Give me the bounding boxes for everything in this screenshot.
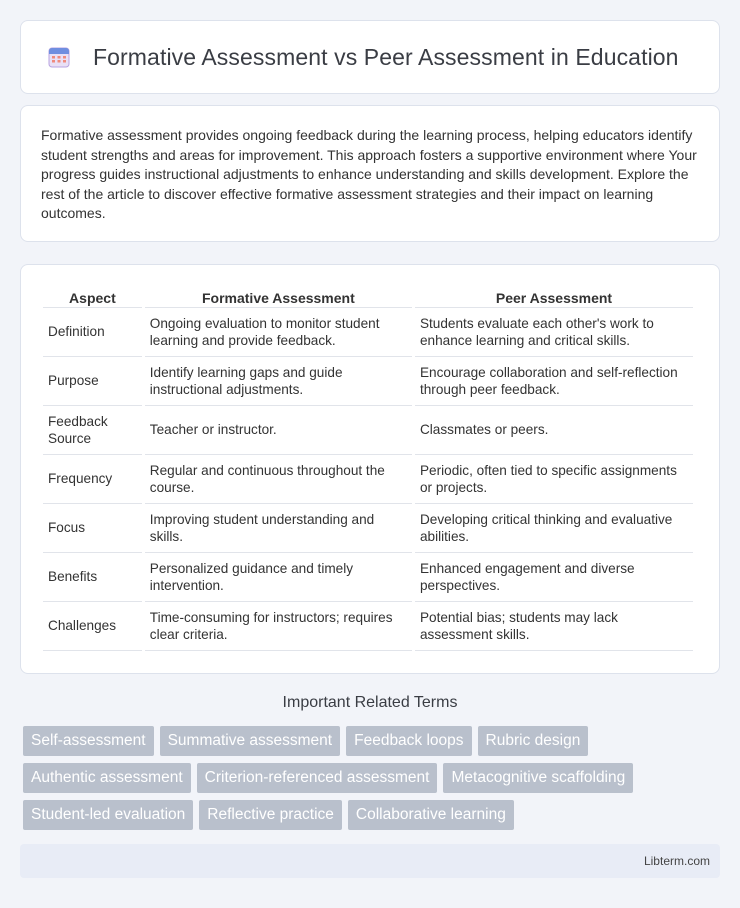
intro-text: Formative assessment provides ongoing feedback during the learning process, helping educators identify student strengths and areas for improvement. This approach fosters a supportive environment where Your progress guides instructional adjustments to enhance understanding and skills development. Explore the rest of the article to discover effective formative assessment strategies and their impact on learning outcomes.: [41, 127, 697, 222]
table-cell: Benefits: [43, 553, 142, 602]
table-cell: Regular and continuous throughout the course.: [145, 455, 412, 504]
table-cell: Teacher or instructor.: [145, 406, 412, 455]
table-cell: Time-consuming for instructors; requires clear criteria.: [145, 602, 412, 651]
intro-section: [20, 105, 720, 242]
related-term-tag[interactable]: Collaborative learning: [348, 800, 514, 830]
table-row: [43, 455, 693, 504]
related-term-tag[interactable]: Metacognitive scaffolding: [443, 763, 633, 793]
calendar-icon: [47, 45, 71, 69]
footer-brand-link[interactable]: Libterm.com: [643, 854, 710, 868]
table-cell: Feedback Source: [43, 406, 142, 455]
table-cell: Personalized guidance and timely intervention.: [145, 553, 412, 602]
related-term-tag[interactable]: Reflective practice: [199, 800, 342, 830]
comparison-table-card: [20, 264, 720, 674]
table-cell: Enhanced engagement and diverse perspectives.: [415, 553, 693, 602]
tag-row: [23, 800, 723, 830]
column-header: Peer Assessment: [415, 283, 693, 308]
table-cell: Improving student understanding and skills.: [145, 504, 412, 553]
table-cell: Developing critical thinking and evaluative abilities.: [415, 504, 693, 553]
table-cell: Focus: [43, 504, 142, 553]
column-header: Aspect: [43, 283, 142, 308]
table-row: [43, 602, 693, 651]
table-cell: Classmates or peers.: [415, 406, 693, 455]
table-row: [43, 504, 693, 553]
related-term-tag[interactable]: Student-led evaluation: [23, 800, 193, 830]
related-term-tag[interactable]: Feedback loops: [346, 726, 471, 756]
table-cell: Potential bias; students may lack assessment skills.: [415, 602, 693, 651]
tag-row: [23, 763, 723, 793]
table-cell: Definition: [43, 308, 142, 357]
table-cell: Identify learning gaps and guide instructional adjustments.: [145, 357, 412, 406]
table-cell: Periodic, often tied to specific assignments or projects.: [415, 455, 693, 504]
related-terms-title: Important Related Terms: [282, 694, 458, 711]
table-header-row: [43, 283, 693, 308]
related-term-tag[interactable]: Summative assessment: [160, 726, 341, 756]
page-title: Formative Assessment vs Peer Assessment in Education: [93, 43, 679, 70]
table-cell: Frequency: [43, 455, 142, 504]
table-cell: Challenges: [43, 602, 142, 651]
related-term-tag[interactable]: Self-assessment: [23, 726, 154, 756]
related-term-tag[interactable]: Rubric design: [478, 726, 589, 756]
table-row: [43, 406, 693, 455]
related-term-tag[interactable]: Criterion-referenced assessment: [197, 763, 438, 793]
table-cell: Encourage collaboration and self-reflection through peer feedback.: [415, 357, 693, 406]
footer: [20, 844, 720, 878]
related-terms: [23, 726, 723, 837]
related-term-tag[interactable]: Authentic assessment: [23, 763, 191, 793]
table-row: [43, 553, 693, 602]
table-row: [43, 308, 693, 357]
tag-row: [23, 726, 723, 756]
table-row: [43, 357, 693, 406]
comparison-table: [40, 283, 696, 651]
column-header: Formative Assessment: [145, 283, 412, 308]
table-cell: Ongoing evaluation to monitor student learning and provide feedback.: [145, 308, 412, 357]
table-cell: Students evaluate each other's work to enhance learning and critical skills.: [415, 308, 693, 357]
table-cell: Purpose: [43, 357, 142, 406]
page-header: [20, 20, 720, 94]
